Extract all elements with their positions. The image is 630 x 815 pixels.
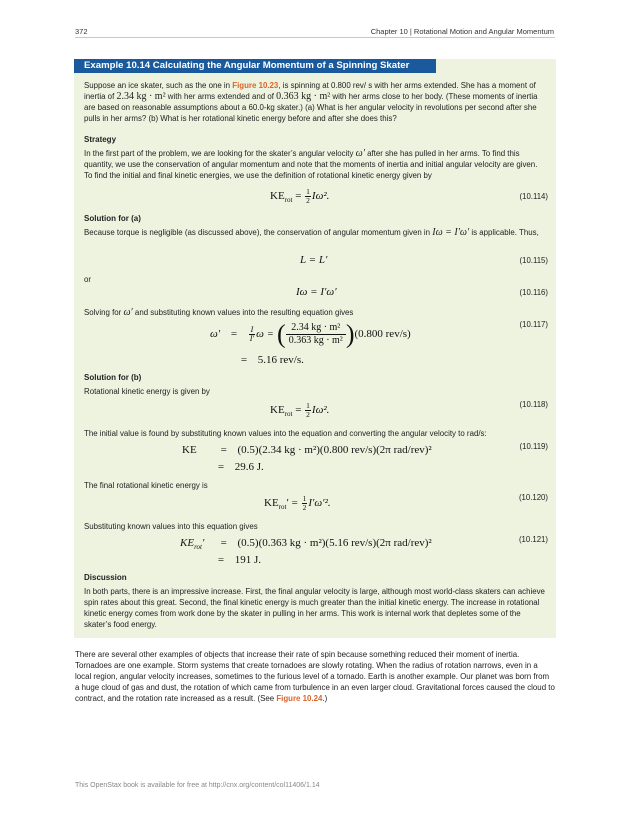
equation-number: (10.118) bbox=[519, 400, 548, 409]
solution-a-paragraph: Because torque is negligible (as discussed above), the conservation of angular momentum given in Iω = I′ω′ is applicable. Thus, bbox=[84, 227, 539, 238]
equation-number: (10.120) bbox=[518, 493, 548, 502]
equation-10-118: $KE_{rot}$ = $\frac{1}{2}$ Iω². (10.118) bbox=[270, 400, 548, 419]
example-box bbox=[74, 59, 556, 638]
equation-10-119: KE = (0.5)(2.34 kg · m²)(0.800 rev/s)(2π rad/rev)² = 29.6 J. (10.119) bbox=[182, 442, 548, 473]
result-omega-prime: 5.16 rev/s. bbox=[257, 354, 304, 366]
equation-number: (10.121) bbox=[518, 535, 548, 544]
inertia-close: 0.363 kg · m² bbox=[276, 91, 331, 102]
figure-link[interactable]: Figure 10.23 bbox=[232, 81, 279, 90]
equation-10-114: $KE_{rot}$ = $\frac{1}{2}$ Iω². (10.114) bbox=[270, 187, 548, 205]
strategy-heading: Strategy bbox=[84, 135, 117, 144]
equation-number: (10.117) bbox=[519, 320, 548, 329]
solving-paragraph: Solving for ω′ and substituting known values into the resulting equation gives bbox=[84, 307, 354, 318]
substituting-text: Substituting known values into this equation gives bbox=[84, 522, 258, 531]
final-ke-text: The final rotational kinetic energy is bbox=[84, 481, 208, 490]
body-paragraph: There are several other examples of objects that increase their rate of spin because something reduced their moment of inertia. Tornadoes are one example. Storm systems that create tornadoes are slowly rotating. When the radius of rotation narrows, even in a local region, angular velocity increases, sometimes to the furious level of a tornado. Earth is another example. Our planet was born from a huge cloud of gas and dust, the rotation of which came from turbulence in an even larger cloud. Gravitational forces caused the cloud to contract, and the rotation rate increased as a result. (See Figure 10.24.) bbox=[75, 650, 555, 703]
equation-number: (10.119) bbox=[519, 442, 548, 451]
inertia-extended: 2.34 kg · m² bbox=[116, 91, 166, 102]
initial-value-text: The initial value is found by substituting known values into the equation and converting the angular velocity to rad/s: bbox=[84, 429, 487, 438]
discussion-paragraph: In both parts, there is an impressive increase. First, the final angular velocity is large, although most world-class skaters can achieve spin rates about this great. Second, the final kinetic energy is much greater than the initial kinetic energy. The increase in rotational kinetic energy comes from work done by the skater in pulling in her arms. This work is internal work that depletes some of the skater’s food energy. bbox=[84, 587, 545, 629]
footer-note: This OpenStax book is available for free at http://cnx.org/content/col11406/1.14 bbox=[75, 782, 320, 789]
strategy-paragraph: In the first part of the problem, we are looking for the skater’s angular velocity ω′ after she has pulled in her arms. To find this quantity, we use the conservation of angular momentum and note that the moments of inertia and initial angular velocity are given. To find the initial and final kinetic energies, we use the definition of rotational kinetic energy given by bbox=[84, 148, 538, 180]
result-ke-final: 191 J. bbox=[234, 554, 262, 566]
equation-10-120: $KE_{rot}'$ = $\frac{1}{2}$ I′ω′². (10.120) bbox=[264, 493, 548, 512]
half-fraction: $\frac{1}{2}$ bbox=[306, 187, 310, 205]
equation-number: (10.114) bbox=[519, 192, 548, 201]
equation-number: (10.116) bbox=[519, 288, 548, 297]
equation-10-121: $KE_{rot}' = (0.5)(0.363$ kg · m²)(5.16 rev/s)(2π rad/rev)² = 191 J. (10.121) bbox=[180, 535, 548, 566]
header-rule bbox=[75, 37, 555, 38]
problem-paragraph: Suppose an ice skater, such as the one in Figure 10.23, is spinning at 0.800 rev/ s with her arms extended. She has a moment of inertia of 2.34 kg · m² with her arms extended and of 0.363 kg · m² with her arms close to her body. (These moments of inertia are based on reasonable assumptions about a 60.0-kg skater.) (a) What is her angular velocity in revolutions per second after she pulls in her arms? (b) What is her rotational kinetic energy before and after she does this? bbox=[84, 81, 538, 123]
result-ke-initial: 29.6 J. bbox=[234, 461, 264, 473]
equation-number: (10.115) bbox=[519, 256, 548, 265]
page-number: 372 bbox=[75, 27, 88, 36]
equation-10-115: L = L′ (10.115) bbox=[300, 254, 548, 266]
or-text: or bbox=[84, 275, 92, 284]
rotational-ke-text: Rotational kinetic energy is given by bbox=[84, 387, 210, 396]
solution-a-heading: Solution for (a) bbox=[84, 214, 141, 223]
inertia-ratio-fraction: $\frac{\text{2.34 kg · m²}}{\text{0.363 kg · m²}}$ bbox=[286, 322, 346, 347]
equation-10-117: ω′ = $\frac{I}{I'}$ ω = ( $\frac{\text{2.34 kg · m²}}{\text{0.363 kg · m²}}$ )(0.800 rev/s) = 5.16 rev/s. (10.117) bbox=[210, 319, 548, 366]
equation-10-116: Iω = I′ω′ (10.116) bbox=[296, 286, 548, 298]
solution-b-heading: Solution for (b) bbox=[84, 373, 142, 382]
chapter-title: Chapter 10 | Rotational Motion and Angular Momentum bbox=[370, 27, 554, 36]
example-title: Example 10.14 Calculating the Angular Momentum of a Spinning Skater bbox=[74, 59, 436, 73]
discussion-heading: Discussion bbox=[84, 573, 127, 582]
figure-link[interactable]: Figure 10.24 bbox=[276, 694, 323, 703]
